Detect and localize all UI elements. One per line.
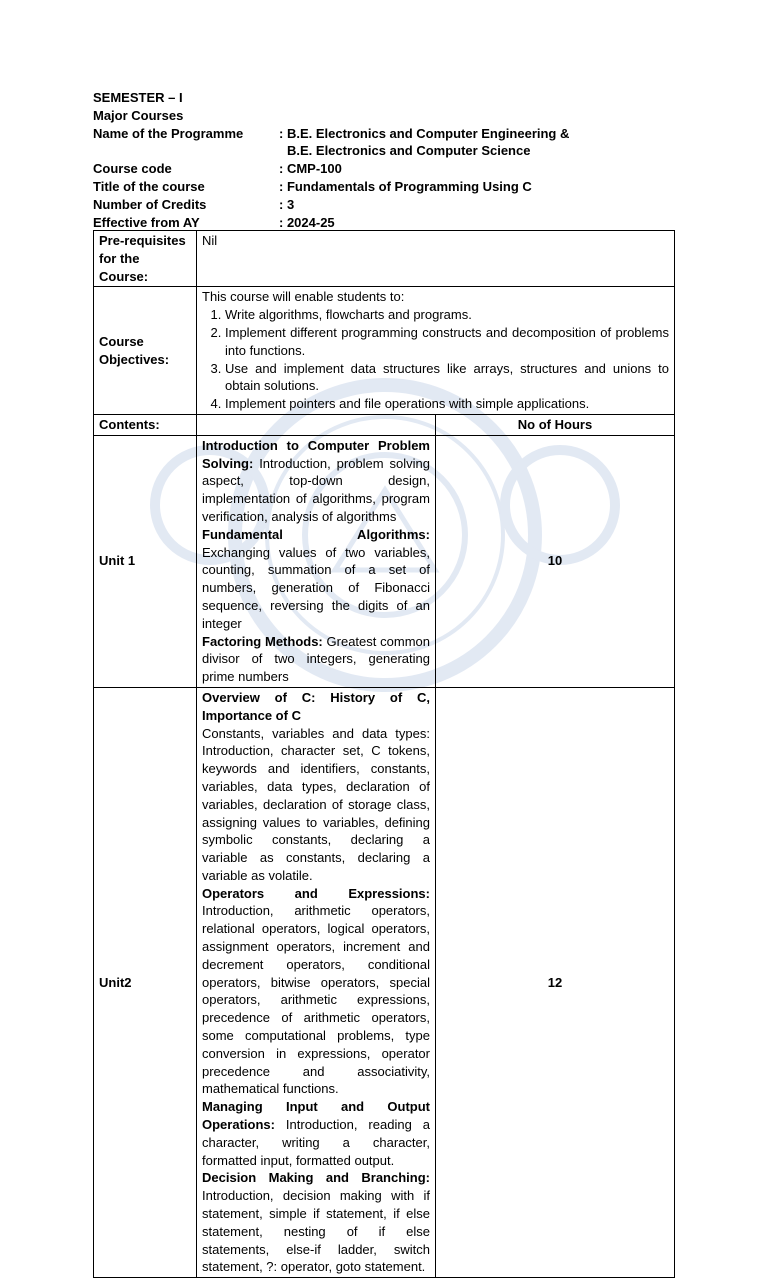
topic [202,1169,430,1276]
header-row-programme [93,125,683,161]
header-row-credits [93,196,683,214]
topic-text: Greatest common divisor of two integers, generating prime numbers [202,633,430,685]
unit-label: Unit2 [94,687,197,1277]
topic-text: Introduction, problem solving aspect, top-down design, implementation of algorithms, program verification, analysis of algorithms [202,455,430,524]
topic-title: Factoring Methods: [202,633,323,649]
objectives-label: Course Objectives: [94,287,197,415]
topic-text: Constants, variables and data types: Introduction, character set, C tokens, keywords and identifiers, constants, variables, data types, declaration of variables, declaration of storage class, assigning values to variables, defining symbolic constants, declaring a variable as constants, declaring a variable as volatile. [202,725,430,883]
topic [202,526,430,633]
topic [202,633,430,686]
topic-text: Introduction, decision making with if statement, simple if statement, if else statement, nesting of if else statements, else-if ladder, switch statement, ?: operator, goto statement. [202,1188,430,1275]
topic-title: Introduction to Computer Problem Solving: [202,437,430,471]
topic-text: Introduction, arithmetic operators, relational operators, logical operators, assignment operators, increment and decrement operators, conditional operators, bitwise operators, special operators, arithmetic expressions, precedence of arithmetic operators, some computational problems, type conversion in expressions, operator precedence and associativity, mathematical functions. [202,903,430,1097]
list-item: 3. Use and implement data structures like arrays, structures and unions to obtain solutions. [225,360,669,396]
course-header [93,89,683,231]
topic [202,725,430,885]
header-label: Number of Credits [93,196,207,212]
topic-text: Introduction, reading a character, writing a character, formatted input, formatted output. [202,1117,430,1168]
table-row-unit-2 [94,687,675,1277]
prerequisites-value: Nil [197,231,675,287]
topic-text: Exchanging values of two variables, counting, summation of a set of numbers, generation of Fibonacci sequence, reversing the digits of an integer [202,544,430,631]
table-row-objectives [94,287,675,415]
unit-content [197,687,436,1277]
header-label: Title of the course [93,178,205,194]
header-row-effective-ay [93,214,683,232]
contents-label: Contents: [94,414,197,435]
topic [202,885,430,1099]
topic-title: Overview of C: History of C, Importance of C [202,689,430,723]
topic [202,1098,430,1169]
table-row-contents-header [94,414,675,435]
unit-hours: 10 [436,435,675,687]
prerequisites-label: Pre-requisites for the Course: [94,231,197,287]
header-value: : Fundamentals of Programming Using C [279,178,532,194]
list-item: 1. Write algorithms, flowcharts and programs. [225,306,669,324]
header-row-course-code [93,160,683,178]
table-row-unit-1 [94,435,675,687]
header-value: : CMP-100 [279,161,342,177]
semester-label: SEMESTER – I [93,90,183,105]
objectives-list [202,306,669,413]
list-item: 4. Implement pointers and file operations with simple applications. [225,395,669,413]
list-item: 2. Implement different programming constructs and decomposition of problems into functions. [225,324,669,360]
topic [202,437,430,526]
unit-content [197,435,436,687]
table-row-prerequisites [94,231,675,287]
header-value-continued: B.E. Electronics and Computer Science [287,143,531,159]
unit-hours: 12 [436,687,675,1277]
topic-title: Decision Making and Branching: [202,1170,430,1186]
topic [202,689,430,725]
header-row-title [93,178,683,196]
header-value: : 3 [279,196,295,212]
objectives-cell [197,287,675,415]
topic-title: Operators and Expressions: [202,885,430,901]
contents-blank [197,414,436,435]
hours-column-header: No of Hours [436,414,675,435]
header-label: Effective from AY [93,214,200,230]
unit-label: Unit 1 [94,435,197,687]
objectives-intro: This course will enable students to: [202,289,405,305]
topic-title: Managing Input and Output Operations: [202,1099,430,1133]
header-label: Name of the Programme [93,125,244,141]
header-value: : 2024-25 [279,214,335,230]
course-category: Major Courses [93,107,184,123]
header-value: : B.E. Electronics and Computer Engineering & [279,125,570,141]
header-label: Course code [93,161,172,177]
topic-title: Fundamental Algorithms: [202,526,430,542]
syllabus-table [93,230,675,1278]
